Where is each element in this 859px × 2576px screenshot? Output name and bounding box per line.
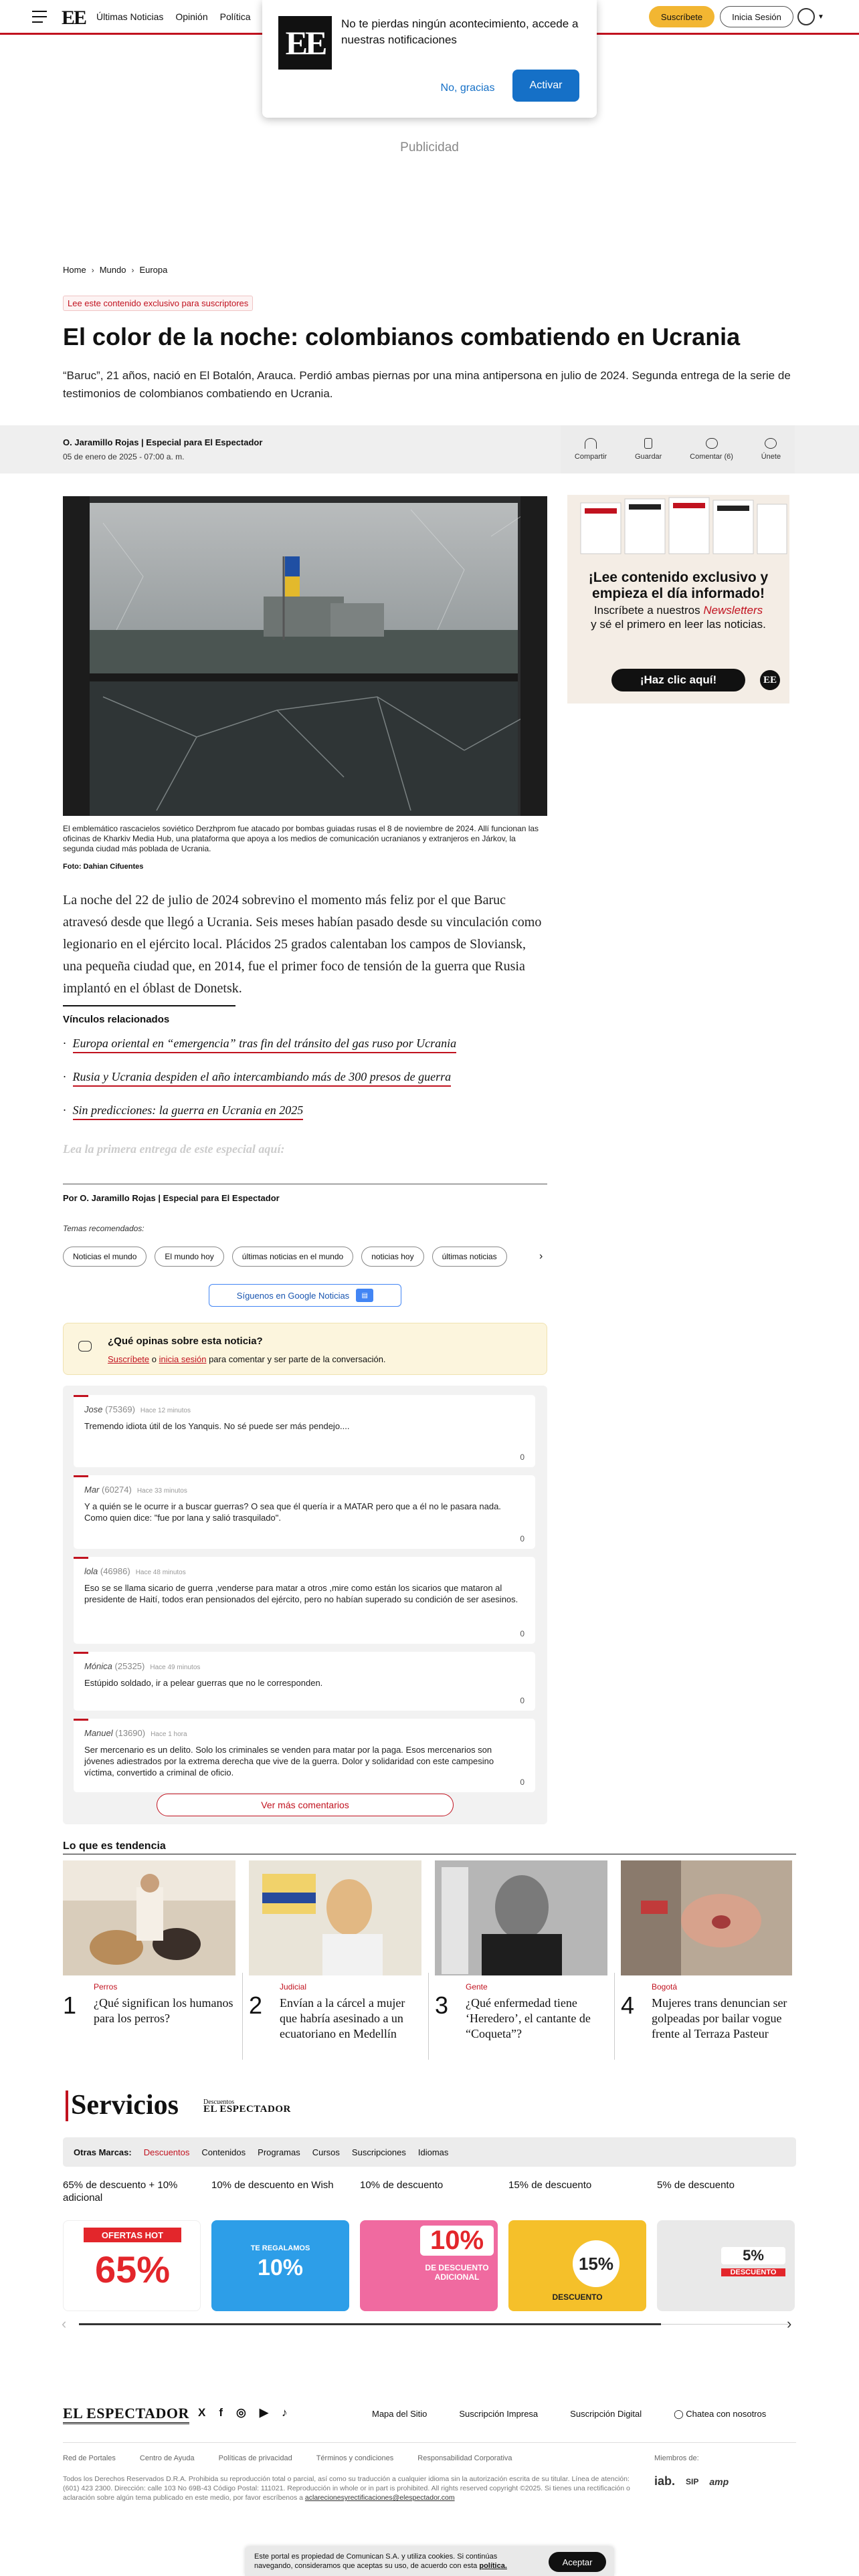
offer-image-value: 65% xyxy=(94,2248,171,2290)
save-button[interactable] xyxy=(635,438,662,461)
ad-cta-button[interactable]: ¡Haz clic aquí! xyxy=(611,669,745,691)
comment-likes[interactable]: 0 xyxy=(520,1629,524,1638)
related-title: Vínculos relacionados xyxy=(63,1014,170,1025)
share-label: Compartir xyxy=(574,453,607,461)
related-link-text[interactable]: Sin predicciones: la guerra en Ucrania en 2025 xyxy=(73,1103,304,1120)
footer-nav xyxy=(63,2454,512,2462)
bullet: · xyxy=(63,1103,66,1117)
members-label: Miembros de: xyxy=(654,2454,699,2462)
chevron-right-icon: › xyxy=(131,265,134,275)
newsletter-ad[interactable] xyxy=(567,495,789,704)
offer-text[interactable]: 5% de descuento xyxy=(657,2179,735,2191)
topic-tags xyxy=(63,1247,547,1267)
offer-image[interactable] xyxy=(360,2220,498,2311)
brand-tab-suscripciones[interactable]: Suscripciones xyxy=(351,2147,406,2157)
site-logo[interactable]: EE xyxy=(62,7,86,29)
brands-label: Otras Marcas: xyxy=(74,2147,132,2157)
trending-separator xyxy=(428,1973,429,2060)
trending-rank: 4 xyxy=(621,1992,635,2019)
comment-time: Hace 49 minutos xyxy=(150,1664,201,1671)
share-icon xyxy=(585,438,597,449)
trending-image[interactable] xyxy=(435,1860,607,1975)
comment-author xyxy=(84,1404,191,1414)
offer-image[interactable] xyxy=(63,2220,201,2311)
trending-separator xyxy=(614,1973,615,2060)
brands-bar xyxy=(63,2137,796,2167)
offer-card[interactable] xyxy=(657,2179,795,2276)
hero-image xyxy=(63,496,547,816)
offer-image-label: DE DESCUENTO ADICIONAL xyxy=(425,2263,489,2282)
offer-image-label: DESCUENTO xyxy=(552,2292,603,2302)
related-link[interactable] xyxy=(63,1103,547,1137)
topic-tag[interactable]: últimas noticias xyxy=(432,1247,507,1267)
chevron-right-icon[interactable]: › xyxy=(787,2315,792,2332)
ad-logo-badge: EE xyxy=(760,670,780,690)
comment-likes[interactable]: 0 xyxy=(520,1453,524,1462)
comment-likes[interactable]: 0 xyxy=(520,1778,524,1787)
nav-links xyxy=(96,11,280,22)
comment-author xyxy=(84,1661,200,1671)
ad-sub-highlight: Newsletters xyxy=(703,604,763,617)
services-sub-small: Descuentos xyxy=(203,2099,235,2106)
trending-category[interactable]: Perros xyxy=(94,1982,118,1992)
cookie-accept-button[interactable]: Aceptar xyxy=(549,2552,606,2572)
offer-card[interactable] xyxy=(508,2179,646,2302)
related-divider xyxy=(63,1005,235,1006)
comment-time: Hace 1 hora xyxy=(151,1731,187,1738)
trending-title: Lo que es tendencia xyxy=(63,1840,166,1852)
cookie-policy-link[interactable]: política. xyxy=(479,2562,507,2570)
trending-category[interactable]: Gente xyxy=(466,1982,488,1992)
offer-text[interactable]: 10% de descuento en Wish xyxy=(211,2179,334,2191)
breadcrumb-home[interactable]: Home xyxy=(63,265,86,275)
offer-image[interactable] xyxy=(211,2220,349,2311)
comment-likes[interactable]: 0 xyxy=(520,1696,524,1705)
footer-social xyxy=(198,2406,287,2420)
comment-card xyxy=(74,1557,535,1644)
offer-image-value: 15% xyxy=(573,2240,619,2287)
decline-notifications-button[interactable]: No, gracias xyxy=(440,82,495,94)
comment-time: Hace 33 minutos xyxy=(136,1487,187,1495)
whatsapp-icon xyxy=(765,438,777,449)
bookmark-icon xyxy=(644,438,652,449)
comment-bubble-icon xyxy=(78,1341,92,1352)
footer-nav-terminos[interactable]: Términos y condiciones xyxy=(316,2454,394,2462)
comment-likes[interactable]: 0 xyxy=(520,1534,524,1543)
footer-nav-ayuda[interactable]: Centro de Ayuda xyxy=(139,2454,195,2462)
offer-card[interactable] xyxy=(360,2179,498,2282)
topic-tag[interactable]: últimas noticias en el mundo xyxy=(232,1247,353,1267)
trending-item[interactable] xyxy=(63,1860,235,2026)
footer-nav-responsabilidad[interactable]: Responsabilidad Corporativa xyxy=(417,2454,512,2462)
brand-tab-cursos[interactable]: Cursos xyxy=(312,2147,340,2157)
trending-item[interactable] xyxy=(249,1860,421,2042)
comment-accent xyxy=(74,1652,88,1654)
google-news-icon: ▤ xyxy=(356,1289,373,1302)
comment-text: Y a quién se le ocurre ir a buscar guerras? O sea que él quería ir a MATAR pero que a él no le pasara nada. Como quien dice: "fue por lana y salió trasquilado". xyxy=(84,1501,501,1523)
article-lead: “Baruc”, 21 años, nació en El Botalón, Arauca. Perdió ambas piernas por una mina antipersona en julio de 2024. Segunda entrega de la serie de testimonios de colombianos combatiendo en Ucrania. xyxy=(63,369,791,400)
comment-card xyxy=(74,1652,535,1711)
offer-image-label: OFERTAS HOT xyxy=(84,2228,181,2242)
photo-credit: Foto: Dahian Cifuentes xyxy=(63,863,144,871)
bullet: · xyxy=(63,1070,66,1083)
brand-tab-programas[interactable]: Programas xyxy=(258,2147,300,2157)
offer-image-label: DESCUENTO xyxy=(721,2268,785,2276)
comment-accent xyxy=(74,1395,88,1397)
trending-headline[interactable]: Envían a la cárcel a mujer que habría asesinado a un ecuatoriano en Medellín xyxy=(280,1996,405,2040)
comment-icon xyxy=(706,438,718,449)
cookie-text xyxy=(254,2552,522,2571)
chevron-right-icon: › xyxy=(91,265,94,275)
google-news-label: Síguenos en Google Noticias xyxy=(236,1290,350,1301)
offer-image[interactable] xyxy=(657,2220,795,2311)
topics-label: Temas recomendados: xyxy=(63,1224,145,1233)
nav-link-opinion[interactable]: Opinión xyxy=(175,11,208,22)
chevron-down-icon[interactable]: ▼ xyxy=(818,13,824,21)
save-label: Guardar xyxy=(634,453,662,461)
newsletter-screens-illustration xyxy=(567,495,789,562)
trending-image[interactable] xyxy=(249,1860,421,1975)
comment-name: Manuel xyxy=(84,1728,113,1738)
image-caption: El emblemático rascacielos soviético Derzhprom fue atacado por bombas guiadas rusas el 8 de noviembre de 2024. Allí funcionan las oficinas de Kharkiv Media Hub, una plataforma que apoya a los medios de comunicación ucranianos y extranjeros en Járkov, la segunda ciudad más poblada de Ucrania. xyxy=(63,824,539,853)
woman-photo xyxy=(249,1860,421,1975)
topic-tag[interactable]: Noticias el mundo xyxy=(63,1247,147,1267)
cookie-text-body: Este portal es propiedad de Comunican S.A. y utiliza cookies. Si continúas navegando, consideramos que aceptas su uso, de acuerdo con esta xyxy=(254,2553,498,2570)
chevron-right-icon[interactable]: › xyxy=(539,1251,543,1262)
related-link[interactable] xyxy=(63,1070,547,1103)
trending-image[interactable] xyxy=(63,1860,235,1975)
offer-text[interactable]: 15% de descuento xyxy=(508,2179,592,2191)
trending-category[interactable]: Bogotá xyxy=(652,1982,678,1992)
offer-image[interactable] xyxy=(508,2220,646,2311)
comment-prompt-title: ¿Qué opinas sobre esta noticia? xyxy=(108,1335,263,1347)
publish-date: 05 de enero de 2025 - 07:00 a. m. xyxy=(63,452,185,461)
topic-tag[interactable]: noticias hoy xyxy=(361,1247,423,1267)
related-link-text[interactable]: Rusia y Ucrania despiden el año intercambiando más de 300 presos de guerra xyxy=(73,1070,452,1087)
comment-card xyxy=(74,1395,535,1467)
legal-email-link[interactable]: aclarecionesyrectificaciones@elespectador.com xyxy=(304,2494,455,2502)
breadcrumb xyxy=(63,265,167,275)
hero-photo-illustration xyxy=(63,496,547,816)
social-actions xyxy=(561,425,795,473)
paywall-faded-text: Lea la primera entrega de este especial aquí: xyxy=(63,1142,285,1156)
services-title: Servicios xyxy=(71,2090,179,2121)
trending-headline[interactable]: Mujeres trans denuncian ser golpeadas por bailar vogue frente al Terraza Pasteur xyxy=(652,1996,787,2040)
instagram-icon[interactable]: ◎ xyxy=(236,2406,246,2419)
comment-card xyxy=(74,1719,535,1792)
footer-link-chat-label: Chatea con nosotros xyxy=(686,2409,767,2419)
breadcrumb-europa[interactable]: Europa xyxy=(139,265,168,275)
services-accent xyxy=(66,2090,68,2121)
ad-label: Publicidad xyxy=(400,140,459,154)
footer-logo[interactable]: EL ESPECTADOR xyxy=(63,2405,189,2424)
trending-headline[interactable]: ¿Qué significan los humanos para los perros? xyxy=(94,1996,233,2025)
comment-card xyxy=(74,1475,535,1549)
member-logos xyxy=(654,2474,729,2488)
comment-text: Eso se se llama sicario de guerra ,venderse para matar a otros ,mire como están los sicarios que mataron al presidente de Haití, todos eran pensionados del ejército, pero no habían superado su condición de ser asesinos. xyxy=(84,1583,518,1604)
singer-photo xyxy=(435,1860,607,1975)
comment-author xyxy=(84,1485,187,1495)
comment-id: (25325) xyxy=(114,1661,145,1671)
comment-id: (75369) xyxy=(105,1404,135,1414)
ad-headline: ¡Lee contenido exclusivo y empieza el día informado! xyxy=(588,570,769,601)
trending-item[interactable] xyxy=(435,1860,607,2042)
comment-id: (13690) xyxy=(115,1728,146,1738)
footer-nav-privacidad[interactable]: Políticas de privacidad xyxy=(218,2454,292,2462)
comment-button[interactable] xyxy=(690,438,733,461)
author-name[interactable]: O. Jaramillo Rojas | Especial para El Espectador xyxy=(63,437,263,447)
comment-text: Tremendo idiota útil de los Yanquis. No sé puede ser más pendejo.... xyxy=(84,1421,350,1431)
whatsapp-icon: ◯ xyxy=(674,2409,686,2419)
legal-body: Todos los Derechos Reservados D.R.A. Prohibida su reproducción total o parcial, así como su traducción a cualquier idioma sin la autorización escrita de su titular. Línea de atención: (601) 423 2300. Dirección: calle 103 No 69B-43 Código Postal: 111021. Reproducción in whole or in part is prohibited. All rights reserved copyright ©2025. Si tienes una rectificación o aclaración sobre algún tema publicado en este medio, por favor escríbenos a xyxy=(63,2475,630,2502)
youtube-icon[interactable]: ▶ xyxy=(259,2406,268,2419)
sip-logo[interactable]: SIP xyxy=(686,2476,699,2486)
offer-image-value: 10% xyxy=(257,2255,304,2280)
ad-sub-prefix: Inscríbete a nuestros xyxy=(593,604,700,617)
offer-text[interactable]: 10% de descuento xyxy=(360,2179,444,2191)
subscribe-button[interactable]: Suscríbete xyxy=(649,6,714,27)
related-link-text[interactable]: Europa oriental en “emergencia” tras fin del tránsito del gas ruso por Ucrania xyxy=(73,1037,457,1053)
injury-photo xyxy=(621,1860,792,1975)
more-comments-button[interactable]: Ver más comentarios xyxy=(157,1794,454,1816)
related-link[interactable] xyxy=(63,1037,547,1070)
comment-prompt-text xyxy=(108,1354,386,1364)
iab-logo[interactable]: iab. xyxy=(654,2474,676,2488)
comment-name: lola xyxy=(84,1566,98,1576)
google-news-button[interactable] xyxy=(209,1284,401,1307)
join-label: Únete xyxy=(761,453,781,461)
facebook-icon[interactable]: f xyxy=(219,2406,223,2419)
footer-link-print[interactable]: Suscripción Impresa xyxy=(459,2409,539,2419)
comment-label: Comentar (6) xyxy=(690,453,733,461)
offer-card[interactable] xyxy=(211,2179,349,2280)
trending-rank: 1 xyxy=(63,1992,77,2019)
comment-prompt-or: o xyxy=(149,1354,159,1364)
offer-image-value: 10% xyxy=(420,2226,494,2256)
footer-link-sitemap[interactable]: Mapa del Sitio xyxy=(372,2409,427,2419)
related-links xyxy=(63,1037,547,1137)
trending-separator xyxy=(242,1973,243,2060)
tiktok-icon[interactable]: ♪ xyxy=(281,2406,288,2419)
trending-rank: 2 xyxy=(249,1992,263,2019)
article-body: La noche del 22 de julio de 2024 sobrevino el momento más feliz por el que Baruc atravesó desde que llegó a Ucrania. Seis meses habían pasado desde su vinculación como legionario en el ejército local. Plácidos 25 grados calentaban los campos de Sloviansk, una pequeña ciudad que, en 2014, fue el primer foco de tensión de la guerra que Rusia implantó en el óblast de Donetsk. xyxy=(63,893,542,996)
offer-image-label: TE REGALAMOS xyxy=(250,2244,310,2252)
comment-name: Mónica xyxy=(84,1661,112,1671)
comment-time: Hace 48 minutos xyxy=(135,1569,186,1576)
comment-prompt xyxy=(63,1323,547,1375)
comment-author xyxy=(84,1728,187,1738)
comment-id: (60274) xyxy=(102,1485,132,1495)
user-icon[interactable] xyxy=(797,8,815,25)
activate-notifications-button[interactable]: Activar xyxy=(512,70,579,102)
article-byline: Por O. Jaramillo Rojas | Especial para El Espectador xyxy=(63,1193,280,1203)
offer-card[interactable] xyxy=(63,2179,201,2290)
chevron-left-icon[interactable]: ‹ xyxy=(62,2315,67,2332)
trending-category[interactable]: Judicial xyxy=(280,1982,307,1992)
x-icon[interactable]: X xyxy=(198,2406,206,2419)
bullet: · xyxy=(63,1037,66,1050)
services-subtitle xyxy=(203,2099,291,2114)
footer-nav-portales[interactable]: Red de Portales xyxy=(63,2454,116,2462)
footer-divider xyxy=(63,2442,796,2443)
notification-text: No te pierdas ningún acontecimiento, accede a nuestras notificaciones xyxy=(341,17,579,46)
nav-link-politica[interactable]: Política xyxy=(219,11,251,22)
carousel-scrollbar[interactable] xyxy=(79,2323,661,2325)
services-sub-big: EL ESPECTADOR xyxy=(203,2104,291,2115)
topic-tag[interactable]: El mundo hoy xyxy=(155,1247,223,1267)
footer-links xyxy=(372,2409,766,2420)
join-button[interactable] xyxy=(761,438,781,461)
trending-rank: 3 xyxy=(435,1992,449,2019)
footer-link-digital[interactable]: Suscripción Digital xyxy=(570,2409,642,2419)
share-button[interactable] xyxy=(575,438,607,461)
offer-image-value: 5% xyxy=(721,2247,785,2264)
comment-text: Ser mercenario es un delito. Solo los criminales se venden para matar por la paga. Esos mercenarios son jóvenes adiestrados por la extrema derecha que vive de la guerra. Dolor y solidaridad con este campesino víctima, convertido a criminal de oficio. xyxy=(84,1745,494,1778)
comment-accent xyxy=(74,1719,88,1721)
comment-prompt-rest: para comentar y ser parte de la conversación. xyxy=(206,1354,386,1364)
comment-time: Hace 12 minutos xyxy=(140,1407,191,1414)
subscribe-link[interactable]: Suscríbete xyxy=(108,1354,150,1364)
legal-text xyxy=(63,2474,638,2502)
notification-prompt xyxy=(262,0,597,118)
login-button[interactable]: Inicia Sesión xyxy=(720,6,793,27)
menu-icon[interactable] xyxy=(32,11,51,24)
ad-subtext xyxy=(567,603,789,631)
nav-link-ultimas[interactable]: Últimas Noticias xyxy=(96,11,164,22)
brand-tab-contenidos[interactable]: Contenidos xyxy=(201,2147,246,2157)
comment-id: (46986) xyxy=(100,1566,130,1576)
exclusive-badge: Lee este contenido exclusivo para suscriptores xyxy=(63,296,253,311)
breadcrumb-mundo[interactable]: Mundo xyxy=(99,265,126,275)
comments-section xyxy=(63,1386,547,1824)
comment-accent xyxy=(74,1557,88,1559)
trending-item[interactable] xyxy=(621,1860,792,2042)
comment-name: Mar xyxy=(84,1485,100,1495)
comment-name: Jose xyxy=(84,1404,103,1414)
login-link[interactable]: inicia sesión xyxy=(159,1354,207,1364)
comment-text: Estúpido soldado, ir a pelear guerras que no le corresponden. xyxy=(84,1678,323,1688)
trending-headline[interactable]: ¿Qué enfermedad tiene ‘Heredero’, el cantante de “Coqueta”? xyxy=(466,1996,591,2040)
trending-image[interactable] xyxy=(621,1860,792,1975)
ad-sub-suffix: y sé el primero en leer las noticias. xyxy=(591,618,766,631)
notification-logo: EE xyxy=(278,16,332,70)
cookie-banner xyxy=(245,2547,614,2576)
brand-tab-idiomas[interactable]: Idiomas xyxy=(417,2147,449,2157)
article-title: El color de la noche: colombianos combatiendo en Ucrania xyxy=(63,323,741,350)
offer-text[interactable]: 65% de descuento + 10% adicional xyxy=(63,2179,178,2204)
amp-logo[interactable]: amp xyxy=(709,2476,729,2487)
dogs-photo xyxy=(63,1860,235,1975)
brand-tab-descuentos[interactable]: Descuentos xyxy=(143,2147,190,2157)
comment-accent xyxy=(74,1475,88,1477)
footer-link-chat[interactable] xyxy=(674,2409,766,2420)
comment-author xyxy=(84,1566,186,1576)
